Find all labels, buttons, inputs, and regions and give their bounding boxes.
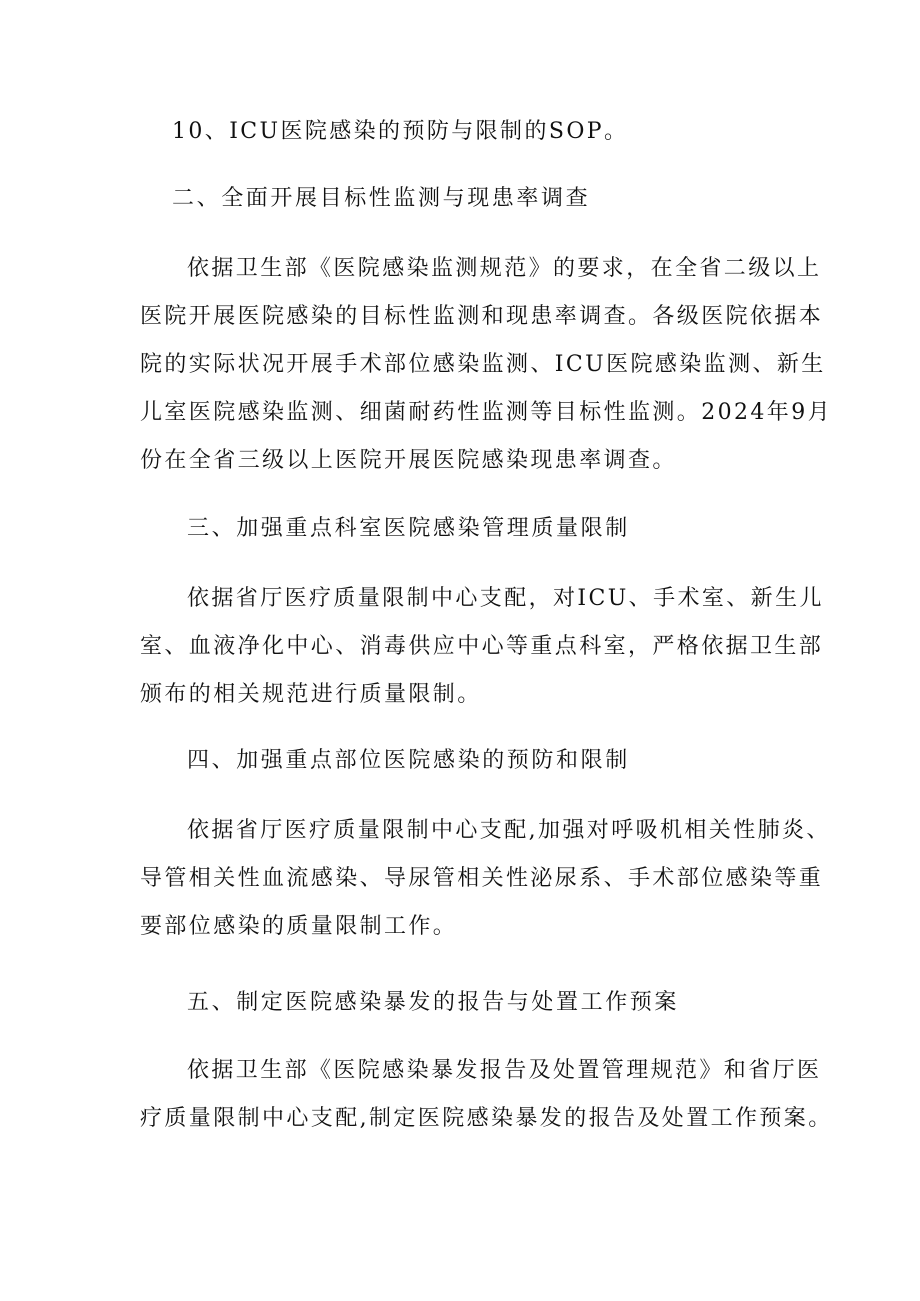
section-heading-4: 四、加强重点部位医院感染的预防和限制 xyxy=(187,748,630,773)
paragraph-2-line-5: 份在全省三级以上医院开展医院感染现患率调查。 xyxy=(140,448,677,473)
paragraph-2-line-3: 院的实际状况开展手术部位感染监测、ICU医院感染监测、新生 xyxy=(140,352,826,377)
paragraph-4-line-2: 导管相关性血流感染、导尿管相关性泌尿系、手术部位感染等重 xyxy=(140,866,824,891)
section-heading-3: 三、加强重点科室医院感染管理质量限制 xyxy=(187,516,630,541)
paragraph-3-line-1: 依据省厅医疗质量限制中心支配，对ICU、手术室、新生儿 xyxy=(187,586,824,611)
paragraph-3-line-2: 室、血液净化中心、消毒供应中心等重点科室，严格依据卫生部 xyxy=(140,634,824,659)
paragraph-4-line-3: 要部位感染的质量限制工作。 xyxy=(140,914,458,939)
paragraph-3-line-3: 颁布的相关规范进行质量限制。 xyxy=(140,682,482,707)
section-heading-5: 五、制定医院感染暴发的报告与处置工作预案 xyxy=(187,990,680,1015)
paragraph-2-line-1: 依据卫生部《医院感染监测规范》的要求，在全省二级以上 xyxy=(187,256,822,281)
paragraph-2-line-4: 儿室医院感染监测、细菌耐药性监测等目标性监测。2024年9月 xyxy=(140,400,832,425)
list-item-10: 10、ICU医院感染的预防与限制的SOP。 xyxy=(172,119,629,144)
paragraph-2-line-2: 医院开展医院感染的目标性监测和现患率调查。各级医院依据本 xyxy=(140,304,824,329)
paragraph-4-line-1: 依据省厅医疗质量限制中心支配,加强对呼吸机相关性肺炎、 xyxy=(187,818,831,843)
paragraph-5-line-1: 依据卫生部《医院感染暴发报告及处置管理规范》和省厅医 xyxy=(187,1058,822,1083)
paragraph-5-line-2: 疗质量限制中心支配,制定医院感染暴发的报告及处置工作预案。 xyxy=(140,1106,833,1131)
section-heading-2: 二、全面开展目标性监测与现患率调查 xyxy=(172,186,591,211)
